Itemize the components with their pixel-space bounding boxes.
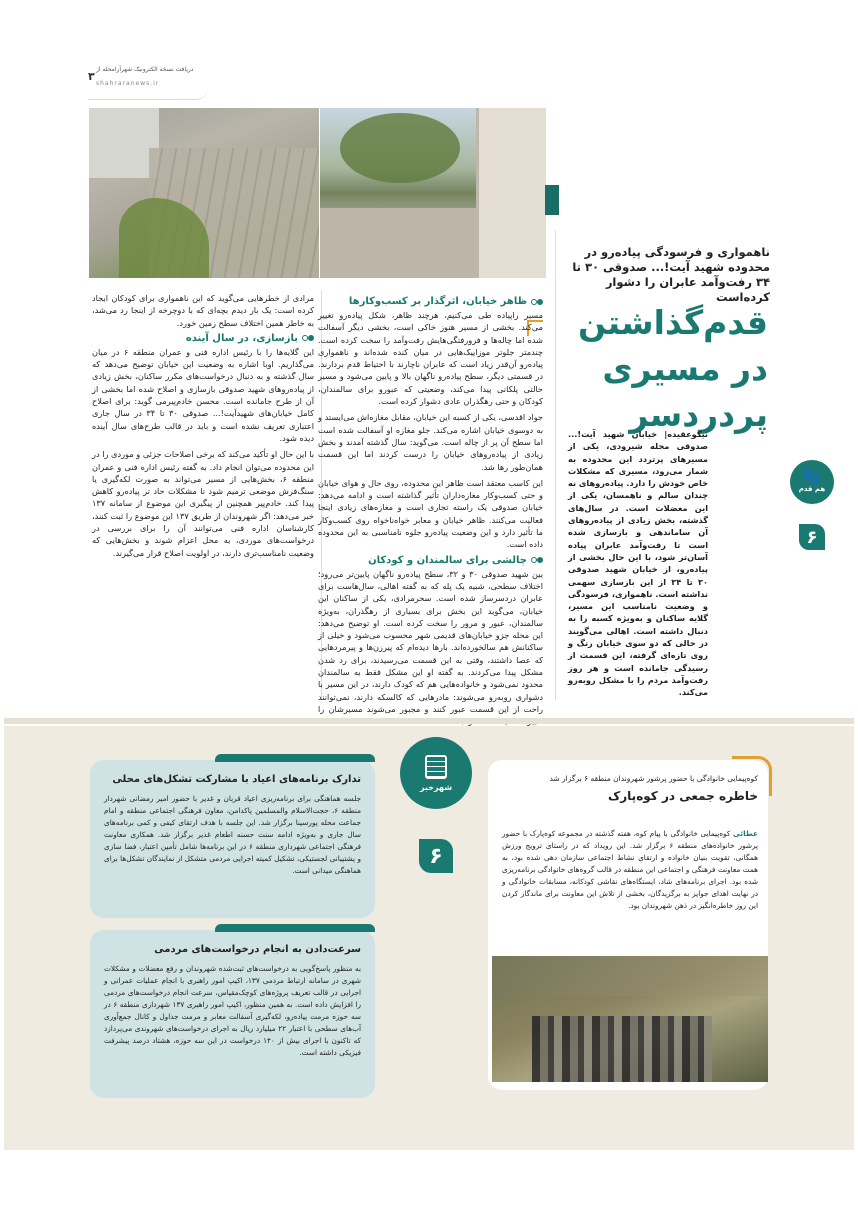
news-card-title: تدارک برنامه‌های اعیاد با مشارکت تشکل‌های محلی	[112, 774, 361, 785]
news-badge-label: شهرخبر	[419, 782, 453, 792]
photo-hikers	[532, 1016, 712, 1082]
story-byline: عطائی	[733, 829, 758, 838]
news-badge-number: ۶	[419, 839, 453, 873]
newspaper-icon	[400, 737, 472, 809]
paragraph: جواد اقدسی، یکی از کسبه این خیابان، مقابل مغازه‌اش می‌ایستد و به دوسوی خیابان اشاره می‌کند. جلو مغازه او آسفالت شده است اما سطح آن پر از چاله است. می‌گوید: سال گذشته آمدند و بخش زیادی از پیاده‌روهای خیابان را درست کردند اما این قسمت همان‌طور رها شد.	[318, 412, 543, 472]
page-number: ۳	[88, 70, 95, 83]
news-card	[90, 760, 375, 918]
header-divider	[88, 88, 208, 100]
bullet-dots-icon	[531, 557, 543, 563]
document-icon	[425, 755, 447, 779]
badge-label: هم قدم	[798, 485, 826, 493]
section-separator	[4, 718, 854, 724]
column-divider	[555, 230, 556, 700]
section-heading: بازسازی، در سال آینده	[92, 333, 314, 344]
section-badge	[782, 460, 842, 560]
photo-trees	[340, 113, 460, 183]
news-badge	[398, 737, 474, 897]
badge-number: ۶	[799, 524, 825, 550]
news-card	[90, 930, 375, 1098]
photo-accent-bar	[545, 185, 559, 215]
paragraph: این کاسب معتقد است ظاهر این محدوده، روی حال و هوای خیابان و حتی کسب‌وکار مغازه‌داران تأثیر گذاشته است و ادامه می‌دهد: خیابان صدوقی یک راسته تجاری است و مغازه‌های زیادی اینجا فعالیت می‌کنند. ظاهر خیابان و معابر خواه‌ناخواه روی کسب‌وکار ما تأثیر دارد و این وضعیت پیاده‌رو جلوه نامناسبی به این محدوده داده است.	[318, 477, 543, 550]
story-kicker: کوه‌پیمایی خانوادگی با حضور پرشور شهروندان منطقه ۶ برگزار شد	[549, 774, 758, 783]
story-corner-accent	[732, 756, 772, 796]
paragraph: مسیر راپیاده طی می‌کنیم، هرچند ظاهر، شکل پیاده‌رو تغییر می‌کند. بخشی از مسیر هنوز خاکی است، بخشی دیگر آسفالت شده اما چاله‌ها و فرورفتگی‌هایش رفت‌وآمد را سخت کرده است. چندمتر جلوتر موزاییک‌هایی در میان کنده شده‌اند و ناهمواری پیاده‌رو آن‌قدر زیاد است که عابران ناچارند با احتیاط قدم بردارند. در قسمتی دیگر، سطح پیاده‌رو ناگهان بالا و پایین می‌شود و مسیر حالتی پلکانی پیدا می‌کند، وضعیتی که عبورو برای سالمندان، کودکان و حتی رهگذران عادی دشوار کرده است.	[318, 310, 543, 407]
middle-column	[318, 292, 543, 732]
lead-column: نیکوعقیده| خیابان شهید آیت!... صدوقی محله شیرودی، یکی از مسیرهای پرتردد این محدوده به شمار می‌رود، مسیری که مشکلات خاص خودش را دارد. پیاده‌روهای نه چندان سالم و ناهمسان، یکی از این معضلات است. در سال‌های گذشته، بخش زیادی از پیاده‌روهای آن ساماندهی و بازسازی شده است تا رفت‌وآمد عابران پیاده آسان‌تر شود، با این حال بخشی از پیاده‌رو، از خیابان شهید صدوقی ۳۰ تا ۳۴ از این بازسازی سهمی نداشته است. ناهمواری، فرسودگی و وضعیت نامناسب این مسیر، گلایه ساکنان و به‌ویژه کسبه را به دنبال داشته است. اهالی می‌گویند در حالی که دو سوی خیابان رنگ و روی تازه‌ای گرفته، این قسمت از رسیدگی جامانده است و هر روز رفت‌وآمد مردم را با مشکل روبه‌رو می‌کند.	[568, 429, 708, 698]
story-headline: خاطره جمعی در کوه‌پارک	[607, 789, 758, 803]
card-tab	[215, 924, 375, 932]
photo-road	[320, 208, 476, 278]
paragraph: مرادی از خطرهایی می‌گوید که این ناهمواری برای کودکان ایجاد کرده است: یک بار دیدم بچه‌ای که با دوچرخه از اینجا رد می‌شد، به خاطر همین اختلاف سطح زمین خورد.	[92, 293, 314, 328]
paragraph: با این حال او تأکید می‌کند که برخی اصلاحات جزئی و موردی را در این محدوده می‌توان انجام داد. به گفته رئیس اداره فنی و عمران منطقه ۶، بخش‌هایی از مسیر می‌تواند به صورت لکه‌گیری یا سنگ‌فرش موضعی ترمیم شود تا مشکلات حاد تر پیاده‌رو کاهش پیدا کند. خادم‌پیر همچنین از پیگیری این موضوع از سامانه ۱۳۷ خبر می‌دهد: اگر شهروندان از طریق ۱۳۷ این موضوع را ثبت کنند، کارشناسان اداره فنی می‌توانند آن را برای بررسی در درخواست‌های موردی، به محل اعزام شوند و بخش‌هایی که وضعیت نامناسب‌تری دارند، در اولویت اصلاح قرار می‌گیرند.	[92, 449, 314, 558]
footsteps-icon: 👣 هم قدم	[790, 460, 834, 504]
section-heading: ظاهر خیابان، اثرگذار بر کسب‌وکارها	[318, 296, 543, 307]
paragraph: این گلایه‌ها را با رئیس اداره فنی و عمران منطقه ۶ در میان می‌گذاریم. اوبا اشاره به وضعیت این خیابان توضیح می‌دهد که سال گذشته و به دنبال درخواست‌های مکرر ساکنان، بخش زیادی از پیاده‌روهای شهید صدوقی بازسازی و اصلاح شده اما بخشی از آن از طرح جامانده است. محسن خادم‌پیرمی گوید: برای اصلاح کامل خیابان‌های شهیدآیت!... صدوقی ۳۰ تا ۳۴ در سال جاری اعتباری تعریف نشده است و باید در قالب طرح‌های سال آینده دیده شود.	[92, 346, 314, 443]
story-text: کوه‌پیمایی خانوادگی با پیام کوه، هفته گذشته در مجموعه کوه‌پارک با حضور پرشور خانواده‌های منطقه ۶ برگزار شد. این رویداد که در راستای ترویج ورزش همگانی، تقویت بنیان خانواده و ارتقای نشاط اجتماعی سازمان دهی شده بود، به همت معاونت فرهنگی و اجتماعی این منطقه در قالب گروه‌های خانوادگی برنامه‌ریزی شده بود. اجرای برنامه‌های شاد، ایستگاه‌های نقاشی کودکانه، مسابقات خانوادگی و در نهایت اهدای جوایز به برگزیدگان، بخشی از تلاش این معاونت برای ماندگار کردن این روز خاطره‌انگیز در ذهن شهروندان بود.	[502, 829, 758, 910]
bullet-dots-icon	[302, 335, 314, 341]
card-tab	[215, 754, 375, 762]
hiking-photo	[492, 956, 768, 1082]
sidewalk-photo-right	[320, 108, 546, 278]
article-title: قدم‌گذاشتن در مسیری پردردسر	[577, 303, 768, 434]
header-tagline: دریافت نسخه الکترونیک شهرآرامحله از	[96, 66, 194, 73]
header-site: shahraranews.ir	[96, 80, 160, 87]
photo-hillside	[492, 956, 768, 996]
story-body	[502, 828, 758, 912]
photo-shop-wall	[476, 108, 546, 278]
left-column	[92, 292, 314, 563]
bullet-dots-icon	[531, 299, 543, 305]
paragraph: بین شهید صدوقی ۳۰ و ۳۲، سطح پیاده‌رو ناگهان پایین‌تر می‌رود؛ اختلاف سطحی، شبیه یک پله که به گفته اهالی، سال‌هاست برای عابران دردسرساز شده است. سحرمرادی، یکی از ساکنان این خیابان، می‌گوید این بخش برای بسیاری از رهگذران، به‌ویژه سالمندان، عبور و مرور را سخت کرده است. او توضیح می‌دهد: این محله جزو خیابان‌های قدیمی شهر محسوب می‌شود و خیلی از ساکنانش هم سالخورده‌اند. بارها دیده‌ام که پیرزن‌ها و پیرمردهایی که عصا داشتند، وقتی به این قسمت می‌رسیدند، برای رد شدن مشکل پیدا می‌کردند. به گفته او این مشکل فقط به سالمندان محدود نمی‌شود و خانواده‌هایی هم که کودک دارند، در این مسیر با دشواری روبه‌رو می‌شوند: مادرهایی که کالسکه دارند، نمی‌توانند راحت از این قسمت عبور کنند و مجبور می‌شوند مسیرشان را	[318, 568, 543, 714]
section-heading: چالشی برای سالمندان و کودکان	[318, 555, 543, 566]
news-card-text: به منظور پاسخ‌گویی به درخواست‌های ثبت‌شده شهروندان و رفع معضلات و مشکلات شهری در سامانه ارتباط مردمی ۱۳۷، اکیپ امور راهبری با انجام عملیات عمرانی و اجرایی در قالب تعریف پروژه‌های کوچک‌مقیاس، سرعت انجام درخواست‌های مردمی را افزایش داده است. به همین منظور، اکیپ امور راهبری ۱۳۷ شهرداری منطقه ۶ در سه حوزه مرمت پیاده‌رو، لکه‌گیری آسفالت معابر و مرمت جداول و کانال جمع‌آوری آب‌های سطحی با اعتبار ۲۲ میلیارد ریال به اجرای درخواست‌های شهروندی می‌پردازد که تاکنون با اجرای بیش از ۱۴۰ درخواست در این سه حوزه، هشتاد درصد پیشرفت فیزیکی داشته است.	[104, 964, 362, 1057]
news-card-title: سرعت‌دادن به انجام درخواست‌های مردمی	[154, 944, 361, 955]
news-card-text: جلسه هماهنگی برای برنامه‌ریزی اعیاد قربان و غدیر با حضور امیر رمضانی شهردار منطقه ۶، حجت‌الاسلام والمسلمین پاکدامن، معاون فرهنگی اجتماعی منطقه و امام جماعت محله پورسینا برگزار شد. این جلسه با هدف ارتقای کیفی و کمی برنامه‌های سال جاری و به‌ویژه ادامه سنت حسنه اطعام غدیر برگزار شد. همکاری معاونت فرهنگی اجتماعی شهرداری منطقه ۶ در این برنامه‌ها شامل تأمین اعتبار، فضا سازی و پشتیبانی لجستیکی، تشکیل کمیته اجرایی مردمی متشکل از نمایندگان تشکل‌ها برای هماهنگی میدانی است.	[104, 794, 361, 875]
sidewalk-photo-left	[89, 108, 319, 278]
article-subhead: ناهمواری و فرسودگی پیاده‌رو در محدوده شهید آیت!... صدوقی ۳۰ تا ۳۴ رفت‌وآمد عابران را دشوار کرده‌است	[572, 245, 770, 304]
